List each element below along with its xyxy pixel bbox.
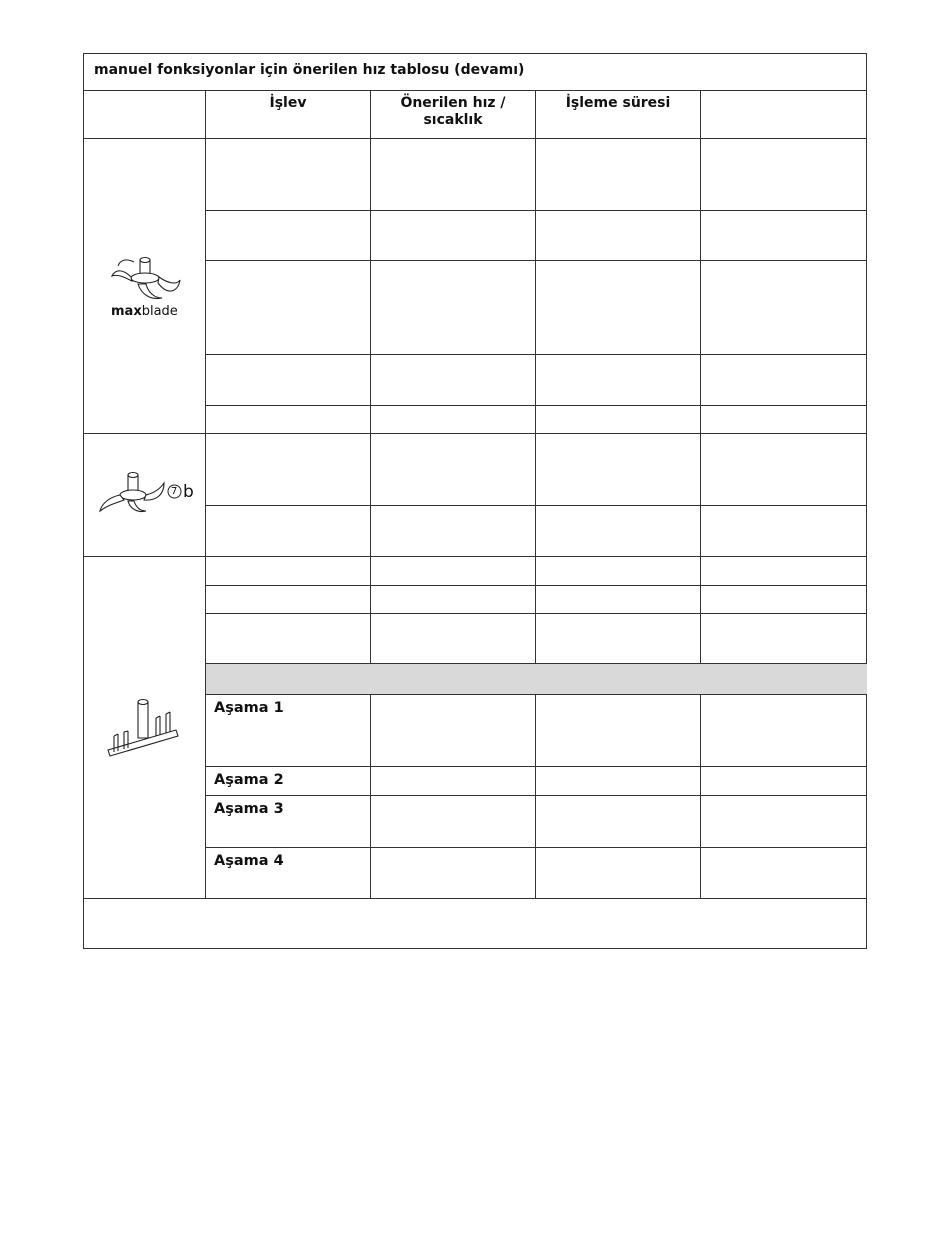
step-3-label: Aşama 3 — [214, 801, 284, 817]
column-divider — [205, 90, 206, 898]
step-4-label: Aşama 4 — [214, 853, 284, 869]
row-divider — [84, 433, 866, 434]
row-divider — [84, 138, 866, 139]
column-divider — [370, 90, 371, 664]
column-divider — [700, 90, 701, 664]
knife-label-number: 7 — [171, 486, 178, 497]
header-onerilen-hiz — [371, 95, 535, 129]
column-divider — [535, 90, 536, 664]
knife-label-letter: b — [183, 482, 194, 502]
dough-tool-icon — [102, 696, 184, 764]
maxblade-label: maxblade — [111, 304, 178, 319]
column-divider — [370, 694, 371, 898]
step-1-label: Aşama 1 — [214, 700, 284, 716]
header-onerilen-hiz-line1: Önerilen hız / — [400, 95, 506, 111]
header-isleme-suresi: İşleme süresi — [565, 95, 671, 111]
speed-table — [83, 53, 867, 949]
knife-blade-icon — [96, 469, 176, 517]
maxblade-icon — [106, 250, 186, 302]
grey-band-row — [205, 664, 867, 694]
column-divider — [535, 694, 536, 898]
row-divider — [84, 90, 866, 91]
header-islev: İşlev — [269, 95, 307, 111]
row-divider — [84, 556, 866, 557]
header-onerilen-hiz-line2: sıcaklık — [423, 112, 483, 128]
row-divider — [84, 898, 866, 899]
table-title: manuel fonksiyonlar için önerilen hız tablosu (devamı) — [94, 62, 525, 78]
column-divider — [700, 694, 701, 898]
step-2-label: Aşama 2 — [214, 772, 284, 788]
